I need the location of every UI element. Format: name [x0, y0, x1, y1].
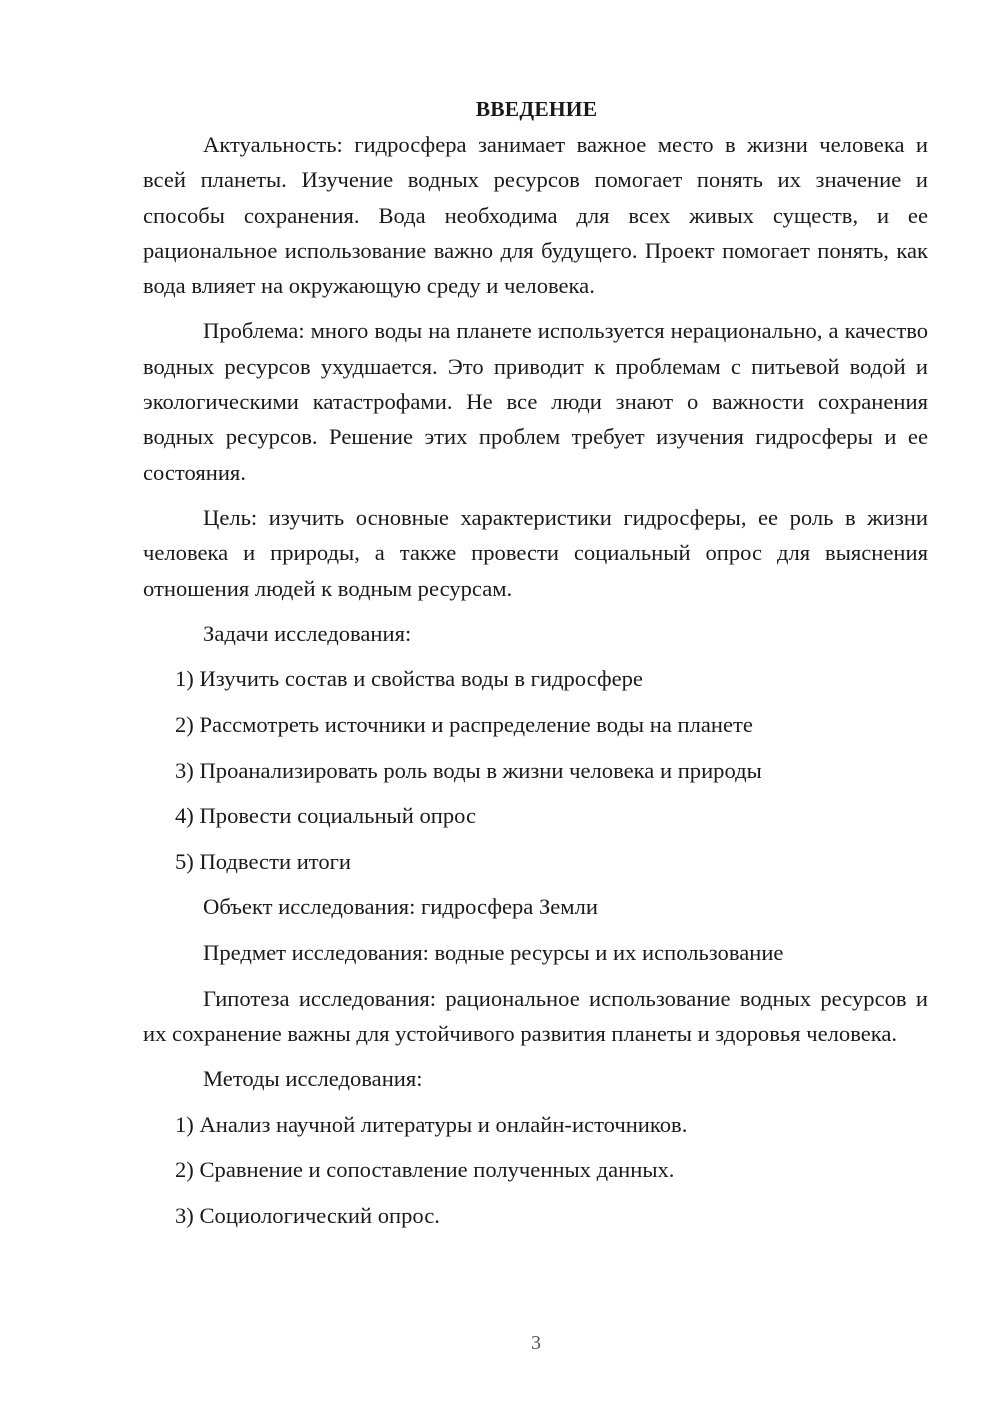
- research-subject: Предмет исследования: водные ресурсы и их использование: [203, 940, 784, 966]
- research-object: Объект исследования: гидросфера Земли: [203, 894, 598, 920]
- method-item: 2) Сравнение и сопоставление полученных данных.: [175, 1157, 675, 1183]
- page-number: 3: [531, 1332, 541, 1354]
- goal-paragraph: Цель: изучить основные характеристики гидросферы, ее роль в жизни человека и природы, а также провести социальный опрос для выяснения отношения людей к водным ресурсам.: [143, 504, 928, 601]
- methods-heading: Методы исследования:: [203, 1066, 423, 1092]
- task-item: 1) Изучить состав и свойства воды в гидросфере: [175, 666, 643, 692]
- page-content: [143, 92, 928, 1244]
- task-item: 2) Рассмотреть источники и распределение воды на планете: [175, 712, 753, 738]
- task-item: 5) Подвести итоги: [175, 848, 352, 874]
- task-item: 3) Проанализировать роль воды в жизни человека и природы: [175, 757, 762, 783]
- method-item: 1) Анализ научной литературы и онлайн-источников.: [175, 1111, 688, 1137]
- section-title: ВВЕДЕНИЕ: [475, 97, 598, 121]
- hypothesis-paragraph: Гипотеза исследования: рациональное использование водных ресурсов и их сохранение важны для устойчивого развития планеты и здоровья человека.: [143, 985, 928, 1046]
- method-item: 3) Социологический опрос.: [175, 1202, 440, 1228]
- task-item: 4) Провести социальный опрос: [175, 803, 477, 829]
- tasks-heading: Задачи исследования:: [203, 620, 412, 646]
- problem-paragraph: Проблема: много воды на планете используется нерационально, а качество водных ресурсов ухудшается. Это приводит к проблемам с питьевой водой и экологическими катастрофами. Не все люди знают о важности сохранения водных ресурсов. Решение этих проблем требует изучения гидросферы и ее состояния.: [143, 318, 928, 485]
- relevance-paragraph: Актуальность: гидросфера занимает важное место в жизни человека и всей планеты. Изучение водных ресурсов помогает понять их значение и способы сохранения. Вода необходима для всех живых существ, и ее рациональное использование важно для будущего. Проект помогает понять, как вода влияет на окружающую среду и человека.: [143, 132, 928, 299]
